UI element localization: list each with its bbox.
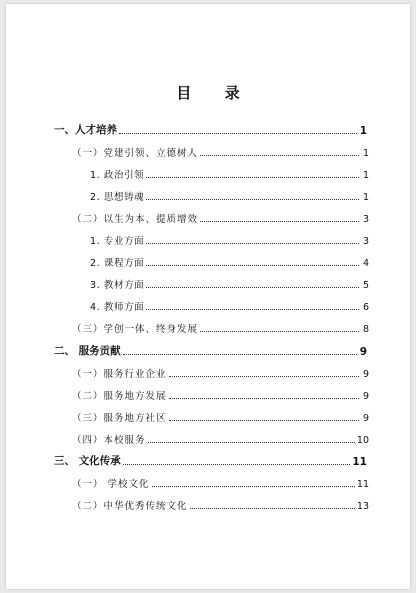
leader-dots — [169, 398, 359, 399]
toc-page-number: 8 — [362, 324, 369, 335]
toc-entry-label: 1. 政治引领 — [90, 170, 145, 181]
leader-dots — [123, 354, 357, 355]
toc-entry-learning-innovation[interactable] — [72, 319, 369, 335]
toc-entry-label: 2. 思想铸魂 — [90, 192, 145, 203]
toc-page-number: 9 — [362, 369, 369, 380]
toc-entry-label: （一）服务行业企业 — [72, 369, 167, 380]
leader-dots — [169, 420, 359, 421]
toc-entry-ideological-casting[interactable] — [90, 187, 369, 203]
toc-page-number: 1 — [362, 148, 369, 159]
toc-entry-student-centered[interactable] — [72, 209, 369, 225]
toc-page-number: 9 — [359, 346, 367, 358]
toc-entry-label: （二）以生为本、提质增效 — [72, 214, 199, 225]
toc-entry-label: 3. 教材方面 — [90, 280, 145, 291]
toc-entry-label: 1. 专业方面 — [90, 236, 145, 247]
toc-page-number: 9 — [362, 391, 369, 402]
toc-entry-label: 一、人才培养 — [54, 124, 117, 136]
toc-entry-service-contribution[interactable] — [54, 342, 367, 358]
toc-page-number: 4 — [362, 258, 369, 269]
toc-entry-courses[interactable] — [90, 253, 369, 269]
toc-page-number: 1 — [362, 170, 369, 181]
leader-dots — [200, 221, 359, 222]
toc-entry-label: （二）中华优秀传统文化 — [72, 501, 188, 512]
toc-page-number: 13 — [356, 501, 369, 512]
leader-dots — [146, 309, 359, 310]
toc-page-number: 11 — [356, 479, 369, 490]
leader-dots — [146, 287, 359, 288]
toc-entry-label: （三）学创一体、终身发展 — [72, 324, 199, 335]
toc-entry-label: 三、 文化传承 — [54, 455, 121, 467]
leader-dots — [169, 376, 359, 377]
toc-entry-label: （四）本校服务 — [72, 435, 146, 446]
leader-dots — [200, 331, 359, 332]
toc-entry-textbooks[interactable] — [90, 275, 369, 291]
leader-dots — [146, 243, 359, 244]
toc-entry-party-building[interactable] — [72, 143, 369, 159]
leader-dots — [152, 486, 355, 487]
toc-entry-label: （一）党建引领、立德树人 — [72, 148, 199, 159]
toc-page-number: 1 — [362, 192, 369, 203]
toc-entry-label: （三）服务地方社区 — [72, 413, 167, 424]
toc-entry-serve-community[interactable] — [72, 408, 369, 424]
toc-entry-talent-cultivation[interactable] — [54, 121, 367, 137]
toc-entry-serve-local-development[interactable] — [72, 386, 369, 402]
toc-page-number: 5 — [362, 280, 369, 291]
toc-entry-label: 4. 教师方面 — [90, 302, 145, 313]
toc-title: 目 录 — [176, 84, 254, 102]
toc-entry-traditional-culture[interactable] — [72, 496, 369, 512]
toc-page-number: 9 — [362, 413, 369, 424]
toc-entry-teachers[interactable] — [90, 297, 369, 313]
leader-dots — [146, 177, 359, 178]
toc-page-number: 6 — [362, 302, 369, 313]
toc-entry-serve-industry[interactable] — [72, 364, 369, 380]
leader-dots — [119, 133, 357, 134]
toc-page-number: 1 — [359, 125, 367, 137]
toc-entry-cultural-heritage[interactable] — [54, 452, 367, 468]
toc-page-number: 10 — [356, 435, 369, 446]
toc-entry-label: （一） 学校文化 — [72, 479, 150, 490]
toc-entry-political-leadership[interactable] — [90, 165, 369, 181]
toc-page-number: 3 — [362, 214, 369, 225]
leader-dots — [190, 508, 355, 509]
leader-dots — [200, 155, 359, 156]
leader-dots — [146, 265, 359, 266]
toc-entry-label: 二、 服务贡献 — [54, 345, 121, 357]
leader-dots — [123, 464, 351, 465]
toc-entry-school-service[interactable] — [72, 430, 369, 446]
toc-page-number: 11 — [352, 456, 367, 468]
toc-entry-majors[interactable] — [90, 231, 369, 247]
leader-dots — [146, 199, 359, 200]
toc-page-number: 3 — [362, 236, 369, 247]
document-page — [6, 4, 410, 589]
leader-dots — [148, 442, 355, 443]
toc-entry-label: 2. 课程方面 — [90, 258, 145, 269]
toc-entry-school-culture[interactable] — [72, 474, 369, 490]
toc-entry-label: （二）服务地方发展 — [72, 391, 167, 402]
